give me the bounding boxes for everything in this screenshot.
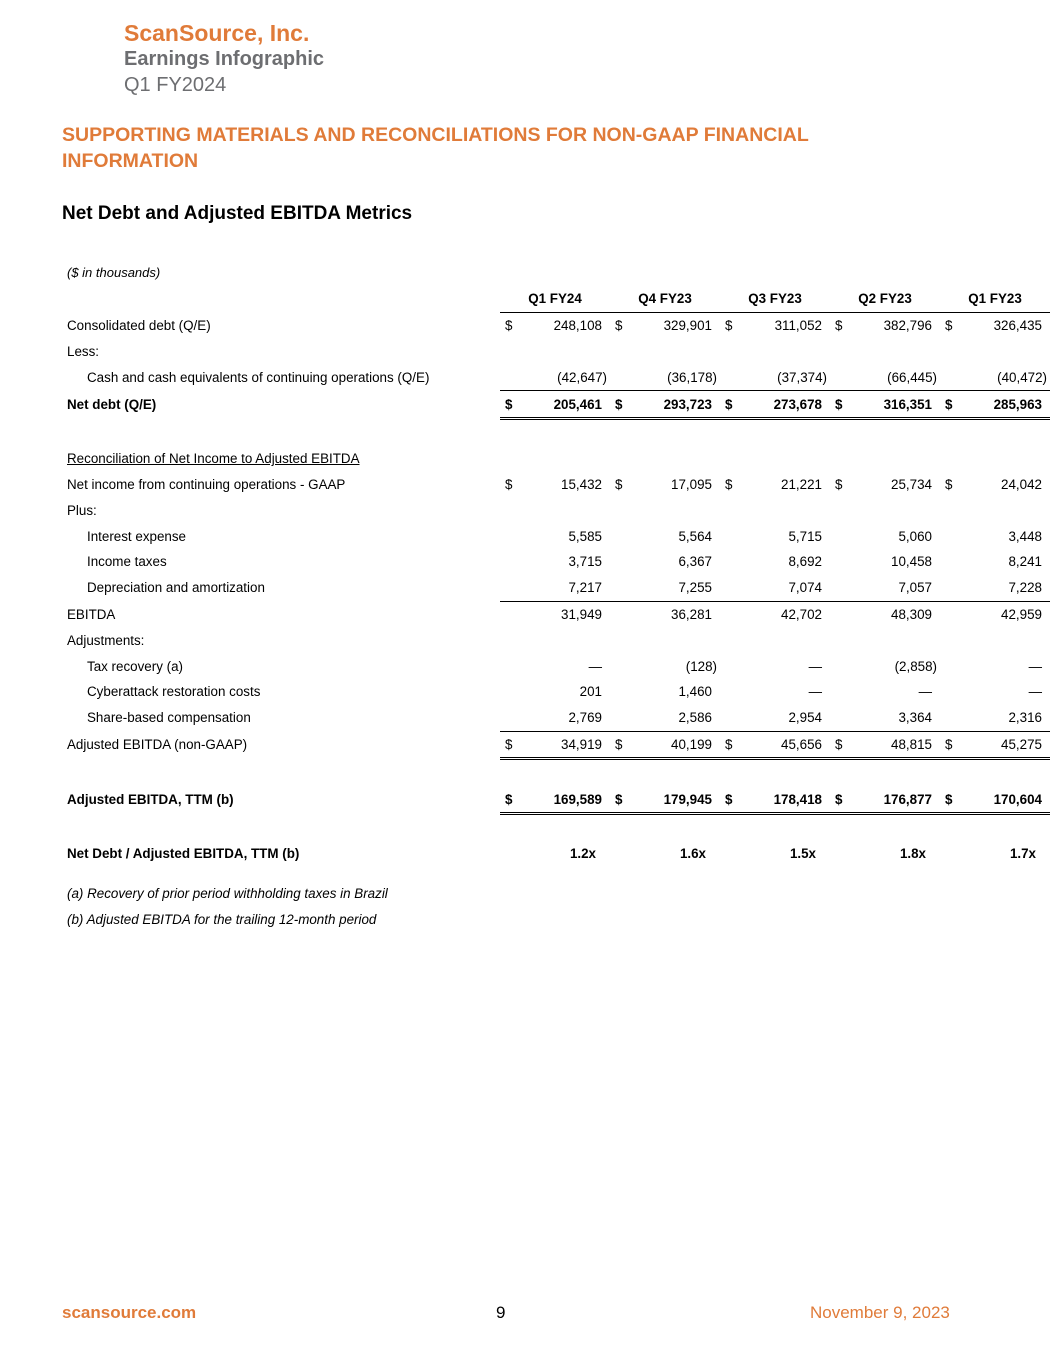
spacer-row — [62, 418, 1050, 445]
currency-symbol: $ — [945, 318, 953, 334]
cell-value: 5,564 — [678, 528, 712, 544]
currency-symbol: $ — [830, 391, 849, 419]
currency-symbol: $ — [610, 786, 629, 813]
cell-value: 179,945 — [629, 786, 720, 813]
cell-value: — — [918, 684, 932, 700]
cell-value: 1,460 — [678, 684, 712, 700]
cell-value: 248,108 — [553, 318, 602, 334]
cell-value: — — [1028, 658, 1042, 674]
row-label: Income taxes — [87, 554, 167, 570]
currency-symbol: $ — [500, 731, 519, 759]
table-row-net-debt — [62, 391, 1050, 419]
cell-value: 2,769 — [519, 705, 610, 731]
currency-symbol: $ — [725, 476, 733, 492]
cell-value: 31,949 — [561, 606, 602, 622]
cell-value: 42,959 — [1001, 606, 1042, 622]
table-row-tax-recovery — [62, 653, 1050, 679]
column-header: Q2 FY23 — [830, 286, 940, 312]
table-row-ebitda — [62, 601, 1050, 627]
cell-value: 7,255 — [629, 575, 720, 601]
cell-value: — — [588, 658, 602, 674]
currency-symbol: $ — [830, 731, 849, 759]
cell-value: 5,060 — [898, 528, 932, 544]
cell-value: 15,432 — [561, 476, 602, 492]
row-label: Net debt (Q/E) — [67, 397, 157, 413]
table-row-sbc — [62, 705, 1050, 731]
row-label: Tax recovery (a) — [87, 658, 183, 674]
row-label: Cash and cash equivalents of continuing operations (Q/E) — [87, 370, 430, 386]
row-label: Consolidated debt (Q/E) — [67, 317, 211, 333]
cell-value: 25,734 — [891, 476, 932, 492]
currency-symbol: $ — [500, 786, 519, 813]
cell-value: 201 — [579, 684, 602, 700]
financial-table — [62, 286, 1050, 867]
cell-value: 24,042 — [1001, 476, 1042, 492]
company-name: ScanSource, Inc. — [124, 20, 310, 46]
row-label: Net Debt / Adjusted EBITDA, TTM (b) — [67, 846, 300, 862]
cell-value: 48,815 — [849, 731, 940, 759]
cell-value: 42,702 — [781, 606, 822, 622]
row-label: Reconciliation of Net Income to Adjusted EBITDA — [67, 451, 360, 467]
cell-value: 1.5x — [789, 846, 816, 862]
row-label: Depreciation and amortization — [87, 580, 265, 596]
currency-symbol: $ — [940, 786, 959, 813]
currency-symbol: $ — [610, 731, 629, 759]
column-header: Q4 FY23 — [610, 286, 720, 312]
cell-value: (37,374) — [777, 369, 827, 385]
cell-value: 293,723 — [629, 391, 720, 419]
cell-value: 2,586 — [629, 705, 720, 731]
table-row-taxes — [62, 549, 1050, 575]
cell-value: 5,585 — [568, 528, 602, 544]
cell-value: 17,095 — [671, 476, 712, 492]
currency-symbol: $ — [610, 391, 629, 419]
cell-value: (40,472) — [997, 369, 1047, 385]
cell-value: 5,715 — [788, 528, 822, 544]
table-row-cyber — [62, 679, 1050, 705]
cell-value: 8,241 — [1008, 554, 1042, 570]
currency-symbol: $ — [720, 786, 739, 813]
table-row-recon-heading — [62, 446, 1050, 472]
cell-value: — — [1028, 684, 1042, 700]
cell-value: 285,963 — [959, 391, 1050, 419]
cell-value: — — [808, 684, 822, 700]
cell-value: 326,435 — [993, 318, 1042, 334]
cell-value: 3,448 — [1008, 528, 1042, 544]
cell-value: 3,364 — [849, 705, 940, 731]
row-label: Cyberattack restoration costs — [87, 684, 261, 700]
table-row-less — [62, 339, 1050, 365]
table-row-ratio — [62, 841, 1050, 867]
table-row-consolidated-debt — [62, 312, 1050, 338]
table-row-adj-ebitda — [62, 731, 1050, 759]
cell-value: 10,458 — [891, 554, 932, 570]
cell-value: 3,715 — [568, 554, 602, 570]
currency-symbol: $ — [615, 318, 623, 334]
cell-value: 382,796 — [883, 318, 932, 334]
cell-value: 205,461 — [519, 391, 610, 419]
cell-value: 273,678 — [739, 391, 830, 419]
footnote-a: (a) Recovery of prior period withholding taxes in Brazil — [67, 886, 388, 901]
table-row-net-income — [62, 472, 1050, 498]
table-row-adj-ebitda-ttm — [62, 786, 1050, 813]
cell-value: 169,589 — [519, 786, 610, 813]
cell-value: 176,877 — [849, 786, 940, 813]
cell-value: 40,199 — [629, 731, 720, 759]
document-period: Q1 FY2024 — [124, 74, 227, 96]
cell-value: 2,954 — [739, 705, 830, 731]
row-label: Adjusted EBITDA (non-GAAP) — [67, 737, 248, 753]
currency-symbol: $ — [615, 476, 623, 492]
currency-symbol: $ — [720, 731, 739, 759]
table-title: Net Debt and Adjusted EBITDA Metrics — [62, 203, 413, 224]
cell-value: (42,647) — [557, 369, 607, 385]
cell-value: 7,228 — [959, 575, 1050, 601]
cell-value: 21,221 — [781, 476, 822, 492]
currency-symbol: $ — [835, 318, 843, 334]
table-row-interest — [62, 523, 1050, 549]
cell-value: (36,178) — [667, 369, 717, 385]
table-row-cash — [62, 364, 1050, 390]
cell-value: 170,604 — [959, 786, 1050, 813]
cell-value: 1.7x — [1009, 846, 1036, 862]
cell-value: 6,367 — [678, 554, 712, 570]
spacer-row — [62, 759, 1050, 786]
row-label: EBITDA — [67, 606, 116, 622]
currency-symbol: $ — [830, 786, 849, 813]
currency-symbol: $ — [500, 391, 519, 419]
section-title: SUPPORTING MATERIALS AND RECONCILIATIONS FOR NON-GAAP FINANCIAL INFORMATION — [62, 124, 809, 172]
cell-value: 316,351 — [849, 391, 940, 419]
currency-symbol: $ — [945, 476, 953, 492]
row-label: Interest expense — [87, 528, 187, 544]
cell-value: (2,858) — [894, 658, 937, 674]
table-row-da — [62, 575, 1050, 601]
cell-value: 1.2x — [569, 846, 596, 862]
row-label: Adjusted EBITDA, TTM (b) — [67, 792, 234, 808]
row-label: Adjustments: — [67, 632, 145, 648]
cell-value: 311,052 — [774, 318, 822, 334]
spacer-row — [62, 813, 1050, 840]
cell-value: 45,656 — [739, 731, 830, 759]
table-row-plus — [62, 497, 1050, 523]
table-header-row — [62, 286, 1050, 312]
cell-value: 1.8x — [899, 846, 926, 862]
currency-symbol: $ — [720, 391, 739, 419]
footer-date: November 9, 2023 — [810, 1303, 950, 1322]
footer-website[interactable]: scansource.com — [62, 1303, 197, 1322]
footnote-b: (b) Adjusted EBITDA for the trailing 12-month period — [67, 912, 377, 927]
currency-symbol: $ — [505, 476, 513, 492]
document-title: Earnings Infographic — [124, 48, 325, 70]
cell-value: 7,074 — [739, 575, 830, 601]
cell-value: 2,316 — [959, 705, 1050, 731]
cell-value: 7,217 — [519, 575, 610, 601]
cell-value: 36,281 — [671, 606, 712, 622]
units-note: ($ in thousands) — [67, 265, 161, 280]
cell-value: 45,275 — [959, 731, 1050, 759]
cell-value: (66,445) — [887, 369, 937, 385]
cell-value: 8,692 — [788, 554, 822, 570]
currency-symbol: $ — [940, 731, 959, 759]
column-header: Q1 FY24 — [500, 286, 610, 312]
cell-value: — — [808, 658, 822, 674]
row-label: Less: — [67, 343, 100, 359]
cell-value: 7,057 — [849, 575, 940, 601]
row-label: Net income from continuing operations - GAAP — [67, 476, 346, 492]
currency-symbol: $ — [835, 476, 843, 492]
column-header: Q3 FY23 — [720, 286, 830, 312]
cell-value: (128) — [685, 658, 717, 674]
currency-symbol: $ — [505, 318, 513, 334]
currency-symbol: $ — [940, 391, 959, 419]
row-label: Plus: — [67, 502, 97, 518]
column-header: Q1 FY23 — [940, 286, 1050, 312]
cell-value: 48,309 — [891, 606, 932, 622]
cell-value: 178,418 — [739, 786, 830, 813]
cell-value: 1.6x — [679, 846, 706, 862]
row-label: Share-based compensation — [87, 710, 251, 726]
cell-value: 329,901 — [663, 318, 712, 334]
cell-value: 34,919 — [519, 731, 610, 759]
table-row-adjustments — [62, 627, 1050, 653]
page-number: 9 — [496, 1303, 506, 1322]
currency-symbol: $ — [725, 318, 733, 334]
